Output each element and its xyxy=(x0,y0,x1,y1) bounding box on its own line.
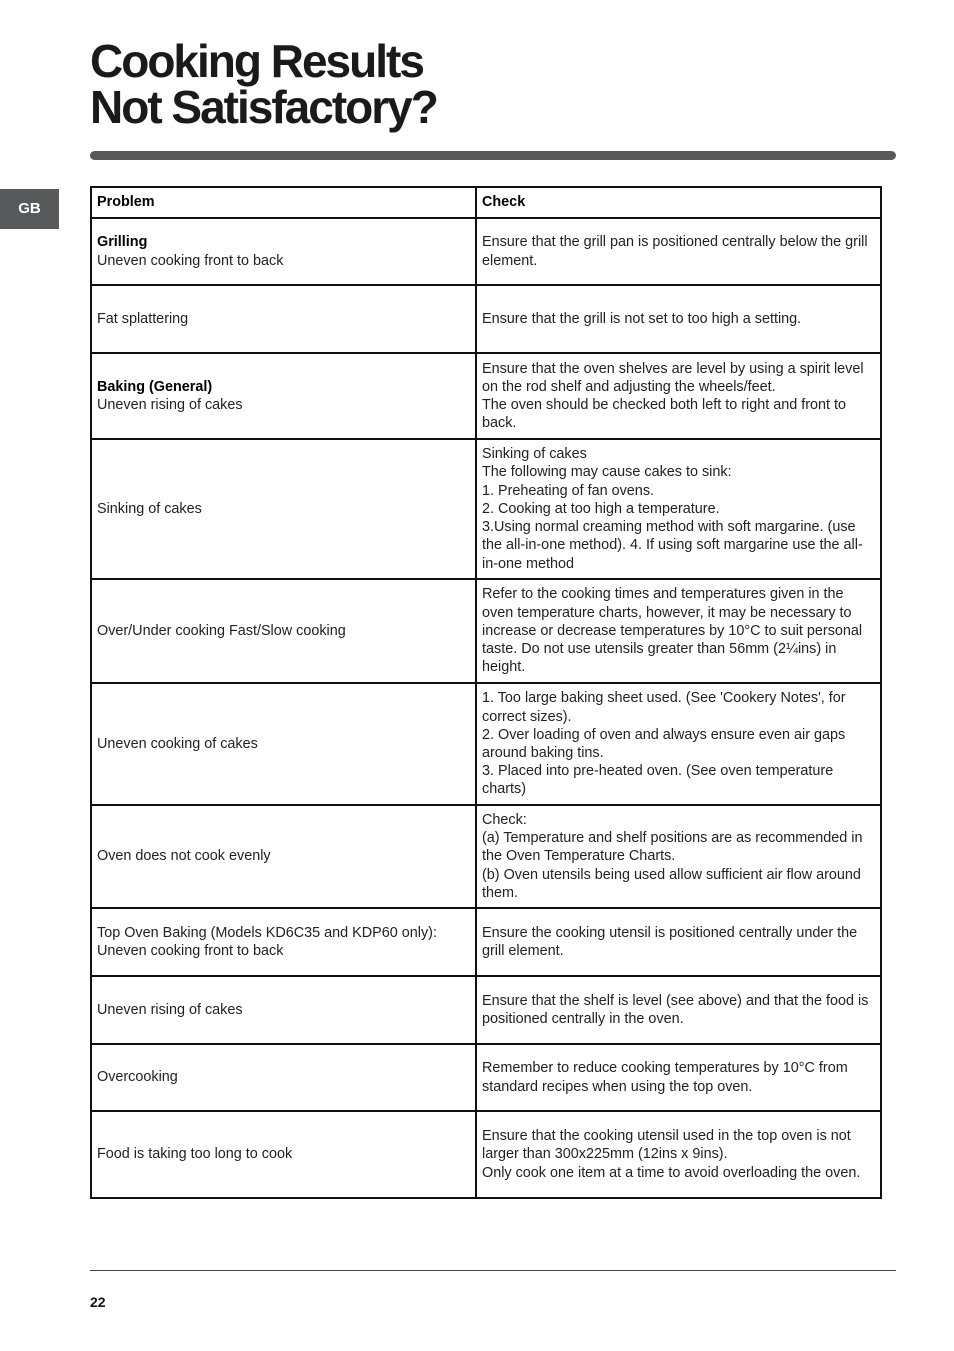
troubleshooting-table xyxy=(90,186,882,1199)
check-text-line: 2. Cooking at too high a temperature. xyxy=(482,500,720,517)
problem-text: Uneven rising of cakes xyxy=(97,1001,243,1018)
check-cell xyxy=(476,1111,881,1198)
problem-cell xyxy=(91,976,476,1044)
page-title xyxy=(90,35,437,133)
problem-category-heading: Baking (General) xyxy=(97,378,213,395)
check-cell xyxy=(476,439,881,579)
check-text-line: Refer to the cooking times and temperatures given in the oven temperature charts, however, it may be necessary to increase or decrease temperatures by 10°C to suit personal taste. Do not use utensils greater than 56mm (2¼ins) in height. xyxy=(482,586,863,676)
language-tab: GB xyxy=(0,189,59,229)
check-text-line: Ensure the cooking utensil is positioned centrally under the grill element. xyxy=(482,924,858,959)
table-row xyxy=(91,1044,881,1111)
problem-cell xyxy=(91,353,476,439)
check-text-line: 1. Preheating of fan ovens. xyxy=(482,482,655,499)
table-row xyxy=(91,908,881,976)
check-text-line: 2. Over loading of oven and always ensure even air gaps around baking tins. xyxy=(482,726,846,761)
table-row xyxy=(91,683,881,805)
problem-text: Food is taking too long to cook xyxy=(97,1146,293,1163)
problem-cell xyxy=(91,218,476,285)
problem-text: Top Oven Baking (Models KD6C35 and KDP60 only): Uneven cooking front to back xyxy=(97,924,437,959)
problem-text: Uneven cooking front to back xyxy=(97,252,284,269)
problem-category-heading: Grilling xyxy=(97,234,148,251)
check-text-line: 3.Using normal creaming method with soft margarine. (use the all-in-one method). 4. If using soft margarine use the all-in-one method xyxy=(482,519,863,572)
table-row xyxy=(91,439,881,579)
table-row xyxy=(91,805,881,908)
check-text-line: Sinking of cakes xyxy=(482,446,587,463)
check-text-line: Ensure that the grill is not set to too high a setting. xyxy=(482,310,802,327)
check-cell xyxy=(476,908,881,976)
table-row xyxy=(91,218,881,285)
footer-divider xyxy=(90,1270,896,1271)
check-text-line: Remember to reduce cooking temperatures by 10°C from standard recipes when using the top oven. xyxy=(482,1060,848,1095)
table-row xyxy=(91,1111,881,1198)
problem-cell xyxy=(91,285,476,353)
check-text-line: Ensure that the shelf is level (see above) and that the food is positioned centrally in the oven. xyxy=(482,992,869,1027)
check-cell xyxy=(476,1044,881,1111)
check-column-header: Check xyxy=(476,187,881,218)
page-title-line-2: Not Satisfactory? xyxy=(90,81,437,133)
problem-cell xyxy=(91,439,476,579)
check-cell xyxy=(476,805,881,908)
title-divider xyxy=(90,151,896,160)
check-text-line: (b) Oven utensils being used allow sufficient air flow around them. xyxy=(482,866,861,901)
check-cell xyxy=(476,976,881,1044)
check-cell xyxy=(476,683,881,805)
check-text-line: Only cook one item at a time to avoid overloading the oven. xyxy=(482,1164,861,1181)
table-row xyxy=(91,285,881,353)
problem-cell xyxy=(91,683,476,805)
page-number: 22 xyxy=(90,1294,106,1310)
check-text-line: (a) Temperature and shelf positions are as recommended in the Oven Temperature Charts. xyxy=(482,830,863,865)
check-cell xyxy=(476,285,881,353)
check-text-line: Check: xyxy=(482,811,527,828)
check-text-line: 1. Too large baking sheet used. (See 'Cookery Notes', for correct sizes). xyxy=(482,690,846,725)
check-cell xyxy=(476,579,881,683)
check-cell xyxy=(476,218,881,285)
problem-text: Overcooking xyxy=(97,1069,178,1086)
page-title-line-1: Cooking Results xyxy=(90,35,423,87)
problem-cell xyxy=(91,1111,476,1198)
table-header-row xyxy=(91,187,881,218)
check-text-line: Ensure that the cooking utensil used in the top oven is not larger than 300x225mm (12ins x 9ins). xyxy=(482,1128,851,1163)
table-row xyxy=(91,353,881,439)
problem-text: Uneven rising of cakes xyxy=(97,397,243,413)
problem-cell xyxy=(91,908,476,976)
problem-cell xyxy=(91,579,476,683)
problem-text: Sinking of cakes xyxy=(97,500,202,517)
check-text-line: 3. Placed into pre-heated oven. (See oven temperature charts) xyxy=(482,763,834,798)
problem-text: Uneven cooking of cakes xyxy=(97,735,258,752)
table-row xyxy=(91,579,881,683)
problem-column-header: Problem xyxy=(91,187,476,218)
problem-cell xyxy=(91,805,476,908)
problem-cell xyxy=(91,1044,476,1111)
check-text-line: The following may cause cakes to sink: xyxy=(482,464,732,481)
check-text-line: Ensure that the grill pan is positioned centrally below the grill element. xyxy=(482,234,868,269)
problem-text: Fat splattering xyxy=(97,310,189,327)
table-row xyxy=(91,976,881,1044)
check-text-line: The oven should be checked both left to right and front to back. xyxy=(482,397,847,432)
check-cell xyxy=(476,353,881,439)
check-text-line: Ensure that the oven shelves are level by using a spirit level on the rod shelf and adjusting the wheels/feet. xyxy=(482,360,864,395)
problem-text: Oven does not cook evenly xyxy=(97,848,271,865)
problem-text: Over/Under cooking Fast/Slow cooking xyxy=(97,622,346,639)
table-body xyxy=(91,218,881,1198)
